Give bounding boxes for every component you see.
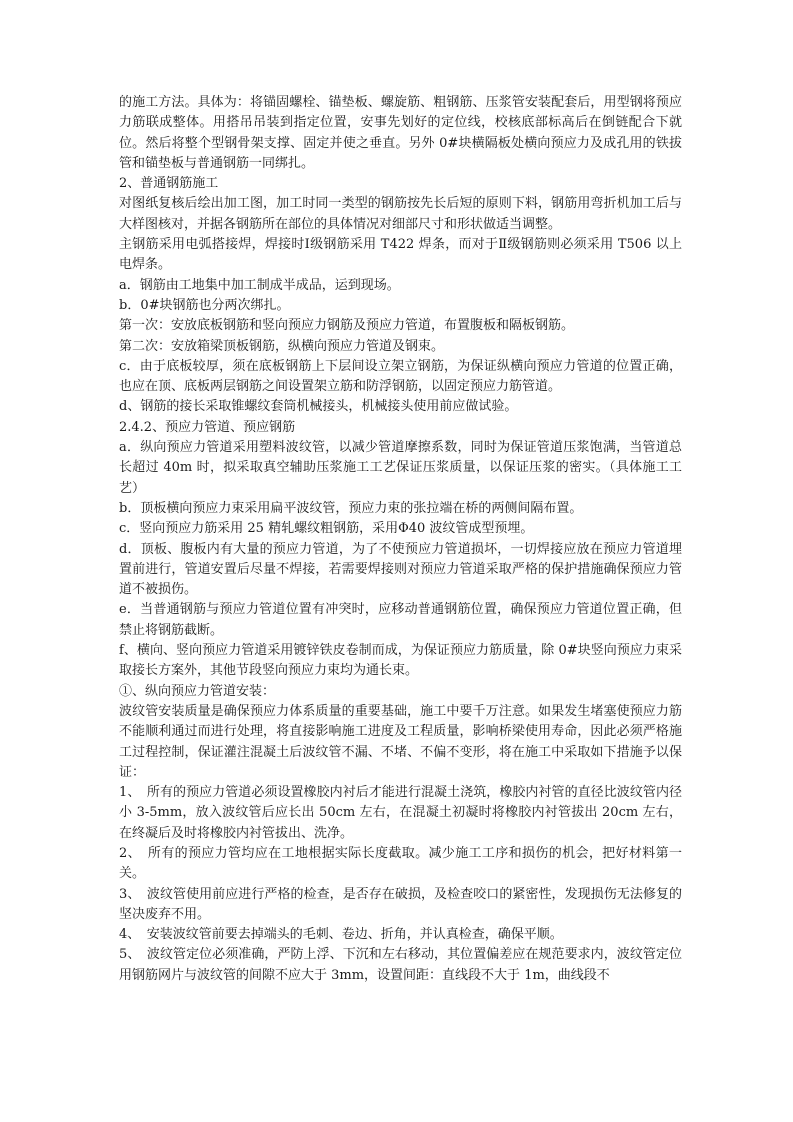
list-item-d: d、钢筋的接长采取锥螺纹套筒机械接头，机械接头使用前应做试验。 (119, 399, 518, 415)
paragraph-second-time: 第二次：安放箱梁顶板钢筋，纵横向预应力管道及钢束。 (119, 338, 445, 354)
numbered-item-3: 3、 波纹管使用前应进行严格的检查，是否存在破损，及检查咬口的紧密性，发现损伤无法修复的坚决废弃不用。 (119, 886, 682, 922)
numbered-item-4: 4、 安装波纹管前要去掉端头的毛刺、卷边、折角，并认真检查，确保平顺。 (119, 927, 563, 943)
numbered-item-1: 1、 所有的预应力管道必须设置橡胶内衬后才能进行混凝土浇筑，橡胶内衬管的直径比波纹管内径小 3-5mm，放入波纹管后应长出 50cm 左右，在混凝土初凝时将橡胶内衬管拔出 20cm 左右，在终凝后及时将橡胶内衬管拔出、洗净。 (119, 785, 682, 841)
list-item-a: a．钢筋由工地集中加工制成半成品，运到现场。 (119, 277, 400, 293)
numbered-item-5: 5、 波纹管定位必须准确，严防上浮、下沉和左右移动，其位置偏差应在规范要求内，波纹管定位用钢筋网片与波纹管的间隙不应大于 3mm，设置间距：直线段不大于 1m，曲线段不 (119, 947, 682, 983)
paragraph-first-time: 第一次：安放底板钢筋和竖向预应力钢筋及预应力管道，布置腹板和隔板钢筋。 (119, 318, 575, 334)
heading-longitudinal-duct: ①、纵向预应力管道安装： (119, 683, 276, 699)
heading-prestress-ducts: 2.4.2、预应力管道、预应钢筋 (119, 419, 296, 435)
list-item-c: c．由于底板较厚，须在底板钢筋上下层间设立架立钢筋，为保证纵横向预应力管道的位置正确，也应在顶、底板两层钢筋之间设置架立筋和防浮钢筋，以固定预应力筋管道。 (119, 358, 682, 395)
list-item-b-duct: b．顶板横向预应力束采用扁平波纹管，预应力束的张拉端在桥的两侧间隔布置。 (119, 500, 583, 516)
list-item-a-duct: a．纵向预应力管道采用塑料波纹管，以减少管道摩擦系数，同时为保证管道压浆饱满，当管道总长超过 40m 时，拟采取真空辅助压浆施工工艺保证压浆质量，以保证压浆的密实。（具体施工工艺） (119, 440, 682, 496)
list-item-b: b．0#块钢筋也分两次绑扎。 (119, 297, 290, 313)
heading-ordinary-rebar: 2、普通钢筋施工 (119, 176, 219, 192)
document-body (119, 93, 682, 986)
paragraph-continuation: 的施工方法。具体为：将锚固螺栓、锚垫板、螺旋筋、粗钢筋、压浆管安装配套后，用型钢将预应力筋联成整体。用搭吊吊装到指定位置，安事先划好的定位线，校核底部标高后在倒链配合下就位。然后将整个型钢骨架支撑、固定并使之垂直。另外 0#块横隔板处横向预应力及成孔用的铁拔管和锚垫板与普通钢筋一同绑扎。 (119, 95, 682, 171)
list-item-e-duct: e．当普通钢筋与预应力管道位置有冲突时，应移动普通钢筋位置，确保预应力管道位置正确，但禁止将钢筋截断。 (119, 602, 682, 638)
list-item-d-duct: d．顶板、腹板内有大量的预应力管道，为了不使预应力管道损坏，一切焊接应放在预应力管道埋置前进行，管道安置后尽量不焊接，若需要焊接则对预应力管道采取严格的保护措施确保预应力管道不被损伤。 (119, 541, 682, 598)
paragraph-processing-drawing: 对图纸复核后绘出加工图，加工时同一类型的钢筋按先长后短的原则下料，钢筋用弯折机加工后与大样图核对，并据各钢筋所在部位的具体情况对细部尺寸和形状做适当调整。 (119, 196, 682, 232)
list-item-c-duct: c．竖向预应力筋采用 25 精轧螺纹粗钢筋，采用Φ40 波纹管成型预埋。 (119, 521, 534, 537)
paragraph-welding: 主钢筋采用电弧搭接焊，焊接时Ⅰ级钢筋采用 T422 焊条，而对于Ⅱ级钢筋则必须采用 T506 以上电焊条。 (119, 237, 683, 273)
paragraph-duct-quality: 波纹管安装质量是确保预应力体系质量的重要基础，施工中要千万注意。如果发生堵塞使预应力筋不能顺利通过而进行处理，将直接影响施工进度及工程质量，影响桥梁使用寿命，因此必须严格施工过程控制，保证灌注混凝土后波纹管不漏、不堵、不偏不变形，将在施工中采取如下措施予以保证： (119, 703, 682, 780)
numbered-item-2: 2、 所有的预应力管均应在工地根据实际长度截取。减少施工工序和损伤的机会，把好材料第一关。 (119, 845, 682, 882)
list-item-f-duct: f、横向、竖向预应力管道采用镀锌铁皮卷制而成，为保证预应力筋质量，除 0#块竖向预应力束采取接长方案外，其他节段竖向预应力束均为通长束。 (119, 643, 682, 679)
